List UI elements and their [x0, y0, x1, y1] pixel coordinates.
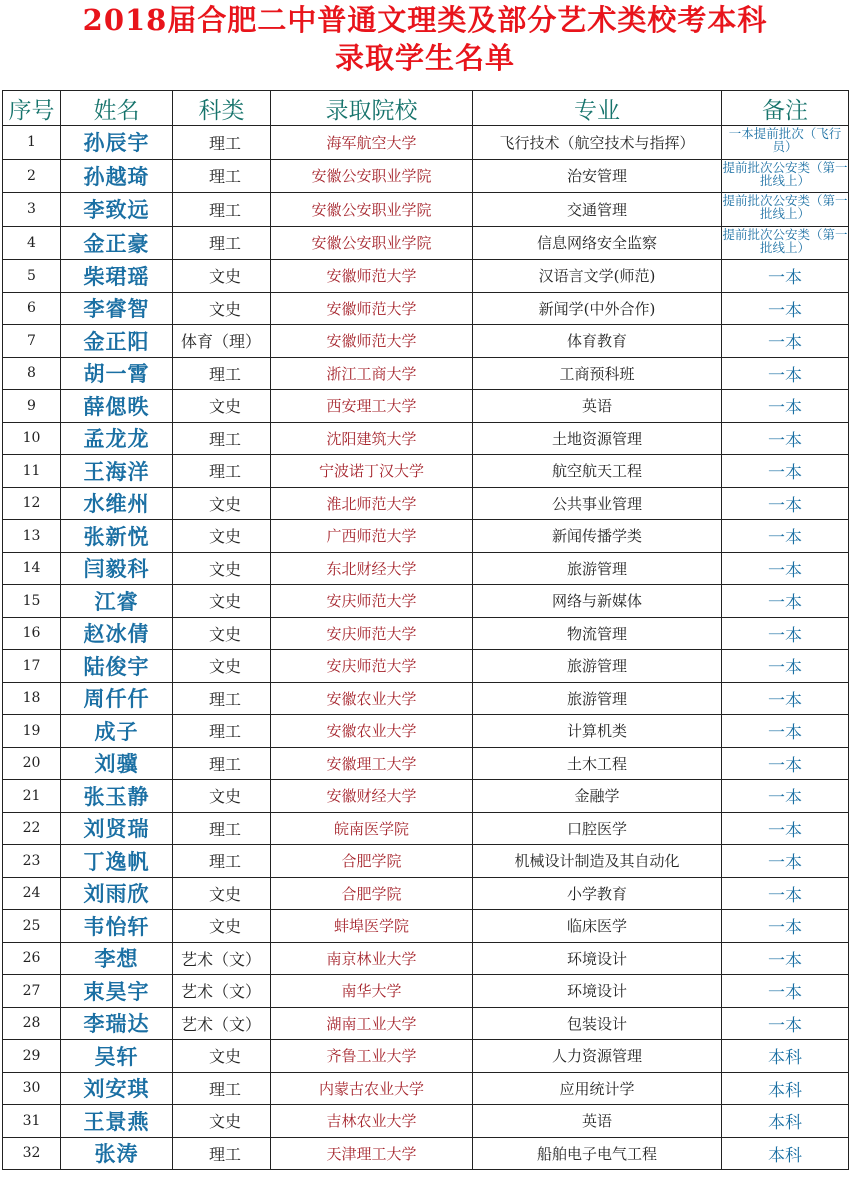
category-cell: 艺术（文） — [173, 942, 271, 975]
student-name: 张新悦 — [61, 520, 173, 553]
header-name: 姓名 — [61, 91, 173, 126]
major-cell: 信息网络安全监察 — [473, 226, 722, 260]
category-cell: 理工 — [173, 455, 271, 488]
row-number: 2 — [3, 159, 61, 193]
table-row — [3, 617, 849, 650]
student-name: 周仟仟 — [61, 682, 173, 715]
row-number: 14 — [3, 552, 61, 585]
note-cell: 本科 — [722, 1105, 849, 1138]
category-cell: 文史 — [173, 617, 271, 650]
category-cell: 理工 — [173, 226, 271, 260]
note-cell: 一本 — [722, 812, 849, 845]
student-name: 薛偲昳 — [61, 390, 173, 423]
school-cell: 安徽农业大学 — [271, 682, 473, 715]
major-cell: 飞行技术（航空技术与指挥） — [473, 126, 722, 160]
school-cell: 合肥学院 — [271, 845, 473, 878]
note-cell: 一本 — [722, 260, 849, 293]
row-number: 29 — [3, 1040, 61, 1073]
table-row — [3, 357, 849, 390]
row-number: 7 — [3, 325, 61, 358]
table-header-row — [3, 91, 849, 126]
major-cell: 工商预科班 — [473, 357, 722, 390]
major-cell: 人力资源管理 — [473, 1040, 722, 1073]
note-cell: 本科 — [722, 1072, 849, 1105]
category-cell: 理工 — [173, 1072, 271, 1105]
row-number: 21 — [3, 780, 61, 813]
table-row — [3, 682, 849, 715]
category-cell: 文史 — [173, 780, 271, 813]
table-row — [3, 552, 849, 585]
table-row — [3, 422, 849, 455]
school-cell: 安徽公安职业学院 — [271, 226, 473, 260]
category-cell: 文史 — [173, 877, 271, 910]
student-name: 柴珺瑶 — [61, 260, 173, 293]
table-row — [3, 715, 849, 748]
school-cell: 淮北师范大学 — [271, 487, 473, 520]
table-row — [3, 126, 849, 160]
major-cell: 旅游管理 — [473, 552, 722, 585]
category-cell: 理工 — [173, 1137, 271, 1170]
school-cell: 安徽农业大学 — [271, 715, 473, 748]
school-cell: 蚌埠医学院 — [271, 910, 473, 943]
student-name: 李致远 — [61, 193, 173, 227]
note-cell: 一本 — [722, 747, 849, 780]
admission-table — [2, 90, 849, 1170]
student-name: 孟龙龙 — [61, 422, 173, 455]
row-number: 12 — [3, 487, 61, 520]
note-cell: 提前批次公安类（第一批线上） — [722, 226, 849, 260]
category-cell: 文史 — [173, 390, 271, 423]
table-row — [3, 520, 849, 553]
note-cell: 一本 — [722, 422, 849, 455]
table-row — [3, 325, 849, 358]
major-cell: 航空航天工程 — [473, 455, 722, 488]
category-cell: 艺术（文） — [173, 1007, 271, 1040]
major-cell: 交通管理 — [473, 193, 722, 227]
major-cell: 金融学 — [473, 780, 722, 813]
row-number: 9 — [3, 390, 61, 423]
major-cell: 应用统计学 — [473, 1072, 722, 1105]
header-no: 序号 — [3, 91, 61, 126]
student-name: 李瑞达 — [61, 1007, 173, 1040]
category-cell: 理工 — [173, 747, 271, 780]
note-cell: 一本 — [722, 292, 849, 325]
major-cell: 临床医学 — [473, 910, 722, 943]
school-cell: 西安理工大学 — [271, 390, 473, 423]
student-name: 王景燕 — [61, 1105, 173, 1138]
school-cell: 皖南医学院 — [271, 812, 473, 845]
table-row — [3, 942, 849, 975]
note-cell: 提前批次公安类（第一批线上） — [722, 159, 849, 193]
note-cell: 一本 — [722, 942, 849, 975]
student-name: 刘雨欣 — [61, 877, 173, 910]
page-title-line-2: 录取学生名单 — [334, 41, 515, 75]
note-cell: 一本 — [722, 390, 849, 423]
row-number: 3 — [3, 193, 61, 227]
category-cell: 理工 — [173, 682, 271, 715]
row-number: 18 — [3, 682, 61, 715]
student-name: 胡一霄 — [61, 357, 173, 390]
school-cell: 合肥学院 — [271, 877, 473, 910]
table-row — [3, 780, 849, 813]
row-number: 25 — [3, 910, 61, 943]
student-name: 张涛 — [61, 1137, 173, 1170]
major-cell: 机械设计制造及其自动化 — [473, 845, 722, 878]
student-name: 张玉静 — [61, 780, 173, 813]
major-cell: 土地资源管理 — [473, 422, 722, 455]
table-row — [3, 226, 849, 260]
note-cell: 一本 — [722, 487, 849, 520]
category-cell: 理工 — [173, 357, 271, 390]
category-cell: 文史 — [173, 650, 271, 683]
student-name: 束昊宇 — [61, 975, 173, 1008]
major-cell: 新闻学(中外合作) — [473, 292, 722, 325]
note-cell: 提前批次公安类（第一批线上） — [722, 193, 849, 227]
note-cell: 一本提前批次（飞行员） — [722, 126, 849, 160]
school-cell: 安徽师范大学 — [271, 260, 473, 293]
school-cell: 浙江工商大学 — [271, 357, 473, 390]
category-cell: 理工 — [173, 193, 271, 227]
student-name: 孙越琦 — [61, 159, 173, 193]
category-cell: 文史 — [173, 552, 271, 585]
header-note: 备注 — [722, 91, 849, 126]
table-body — [3, 126, 849, 1170]
school-cell: 安徽公安职业学院 — [271, 159, 473, 193]
school-cell: 南华大学 — [271, 975, 473, 1008]
row-number: 1 — [3, 126, 61, 160]
category-cell: 文史 — [173, 292, 271, 325]
major-cell: 土木工程 — [473, 747, 722, 780]
category-cell: 文史 — [173, 1040, 271, 1073]
note-cell: 一本 — [722, 325, 849, 358]
school-cell: 南京林业大学 — [271, 942, 473, 975]
student-name: 金正豪 — [61, 226, 173, 260]
major-cell: 公共事业管理 — [473, 487, 722, 520]
student-name: 李睿智 — [61, 292, 173, 325]
table-row — [3, 975, 849, 1008]
category-cell: 理工 — [173, 422, 271, 455]
note-cell: 一本 — [722, 682, 849, 715]
note-cell: 一本 — [722, 552, 849, 585]
major-cell: 物流管理 — [473, 617, 722, 650]
table-row — [3, 455, 849, 488]
school-cell: 安庆师范大学 — [271, 617, 473, 650]
row-number: 31 — [3, 1105, 61, 1138]
row-number: 20 — [3, 747, 61, 780]
student-name: 刘贤瑞 — [61, 812, 173, 845]
table-row — [3, 292, 849, 325]
row-number: 10 — [3, 422, 61, 455]
table-row — [3, 747, 849, 780]
table-row — [3, 487, 849, 520]
row-number: 4 — [3, 226, 61, 260]
table-row — [3, 1072, 849, 1105]
header-school: 录取院校 — [271, 91, 473, 126]
row-number: 26 — [3, 942, 61, 975]
table-row — [3, 910, 849, 943]
table-row — [3, 1040, 849, 1073]
row-number: 5 — [3, 260, 61, 293]
student-name: 赵冰倩 — [61, 617, 173, 650]
category-cell: 文史 — [173, 585, 271, 618]
note-cell: 本科 — [722, 1137, 849, 1170]
row-number: 22 — [3, 812, 61, 845]
note-cell: 一本 — [722, 357, 849, 390]
school-cell: 湖南工业大学 — [271, 1007, 473, 1040]
major-cell: 计算机类 — [473, 715, 722, 748]
row-number: 19 — [3, 715, 61, 748]
note-cell: 一本 — [722, 910, 849, 943]
school-cell: 内蒙古农业大学 — [271, 1072, 473, 1105]
row-number: 32 — [3, 1137, 61, 1170]
note-cell: 一本 — [722, 455, 849, 488]
category-cell: 理工 — [173, 159, 271, 193]
student-name: 陆俊宇 — [61, 650, 173, 683]
note-cell: 一本 — [722, 617, 849, 650]
student-name: 李想 — [61, 942, 173, 975]
note-cell: 一本 — [722, 975, 849, 1008]
major-cell: 体育教育 — [473, 325, 722, 358]
note-cell: 一本 — [722, 650, 849, 683]
table-row — [3, 159, 849, 193]
row-number: 30 — [3, 1072, 61, 1105]
row-number: 13 — [3, 520, 61, 553]
student-name: 成子 — [61, 715, 173, 748]
category-cell: 理工 — [173, 126, 271, 160]
major-cell: 新闻传播学类 — [473, 520, 722, 553]
major-cell: 旅游管理 — [473, 650, 722, 683]
note-cell: 一本 — [722, 780, 849, 813]
school-cell: 东北财经大学 — [271, 552, 473, 585]
school-cell: 沈阳建筑大学 — [271, 422, 473, 455]
page-title-line-1: 2018届合肥二中普通文理类及部分艺术类校考本科 — [82, 3, 768, 37]
student-name: 韦怡轩 — [61, 910, 173, 943]
category-cell: 体育（理） — [173, 325, 271, 358]
category-cell: 文史 — [173, 520, 271, 553]
school-cell: 广西师范大学 — [271, 520, 473, 553]
note-cell: 一本 — [722, 1007, 849, 1040]
school-cell: 安庆师范大学 — [271, 650, 473, 683]
note-cell: 一本 — [722, 877, 849, 910]
row-number: 28 — [3, 1007, 61, 1040]
row-number: 24 — [3, 877, 61, 910]
category-cell: 文史 — [173, 487, 271, 520]
major-cell: 英语 — [473, 390, 722, 423]
school-cell: 海军航空大学 — [271, 126, 473, 160]
note-cell: 本科 — [722, 1040, 849, 1073]
school-cell: 天津理工大学 — [271, 1137, 473, 1170]
major-cell: 环境设计 — [473, 942, 722, 975]
major-cell: 英语 — [473, 1105, 722, 1138]
table-row — [3, 390, 849, 423]
major-cell: 包装设计 — [473, 1007, 722, 1040]
table-row — [3, 1105, 849, 1138]
table-row — [3, 585, 849, 618]
note-cell: 一本 — [722, 585, 849, 618]
row-number: 8 — [3, 357, 61, 390]
table-row — [3, 193, 849, 227]
header-major: 专业 — [473, 91, 722, 126]
school-cell: 宁波诺丁汉大学 — [271, 455, 473, 488]
student-name: 刘安琪 — [61, 1072, 173, 1105]
category-cell: 理工 — [173, 715, 271, 748]
major-cell: 旅游管理 — [473, 682, 722, 715]
table-row — [3, 877, 849, 910]
school-cell: 安徽师范大学 — [271, 292, 473, 325]
school-cell: 安徽理工大学 — [271, 747, 473, 780]
table-row — [3, 845, 849, 878]
category-cell: 艺术（文） — [173, 975, 271, 1008]
major-cell: 环境设计 — [473, 975, 722, 1008]
school-cell: 安庆师范大学 — [271, 585, 473, 618]
student-name: 孙辰宇 — [61, 126, 173, 160]
table-row — [3, 260, 849, 293]
school-cell: 安徽师范大学 — [271, 325, 473, 358]
row-number: 16 — [3, 617, 61, 650]
category-cell: 理工 — [173, 845, 271, 878]
major-cell: 小学教育 — [473, 877, 722, 910]
category-cell: 文史 — [173, 910, 271, 943]
student-name: 吴轩 — [61, 1040, 173, 1073]
major-cell: 船舶电子电气工程 — [473, 1137, 722, 1170]
category-cell: 文史 — [173, 260, 271, 293]
table-row — [3, 650, 849, 683]
table-row — [3, 1007, 849, 1040]
major-cell: 治安管理 — [473, 159, 722, 193]
student-name: 刘骥 — [61, 747, 173, 780]
school-cell: 安徽公安职业学院 — [271, 193, 473, 227]
category-cell: 文史 — [173, 1105, 271, 1138]
row-number: 23 — [3, 845, 61, 878]
note-cell: 一本 — [722, 520, 849, 553]
major-cell: 汉语言文学(师范) — [473, 260, 722, 293]
student-name: 王海洋 — [61, 455, 173, 488]
school-cell: 安徽财经大学 — [271, 780, 473, 813]
major-cell: 口腔医学 — [473, 812, 722, 845]
school-cell: 齐鲁工业大学 — [271, 1040, 473, 1073]
student-name: 水维州 — [61, 487, 173, 520]
header-category: 科类 — [173, 91, 271, 126]
table-row — [3, 1137, 849, 1170]
student-name: 金正阳 — [61, 325, 173, 358]
row-number: 27 — [3, 975, 61, 1008]
major-cell: 网络与新媒体 — [473, 585, 722, 618]
row-number: 17 — [3, 650, 61, 683]
category-cell: 理工 — [173, 812, 271, 845]
student-name: 闫毅科 — [61, 552, 173, 585]
table-row — [3, 812, 849, 845]
row-number: 6 — [3, 292, 61, 325]
school-cell: 吉林农业大学 — [271, 1105, 473, 1138]
student-name: 江睿 — [61, 585, 173, 618]
note-cell: 一本 — [722, 845, 849, 878]
row-number: 15 — [3, 585, 61, 618]
student-name: 丁逸帆 — [61, 845, 173, 878]
row-number: 11 — [3, 455, 61, 488]
note-cell: 一本 — [722, 715, 849, 748]
